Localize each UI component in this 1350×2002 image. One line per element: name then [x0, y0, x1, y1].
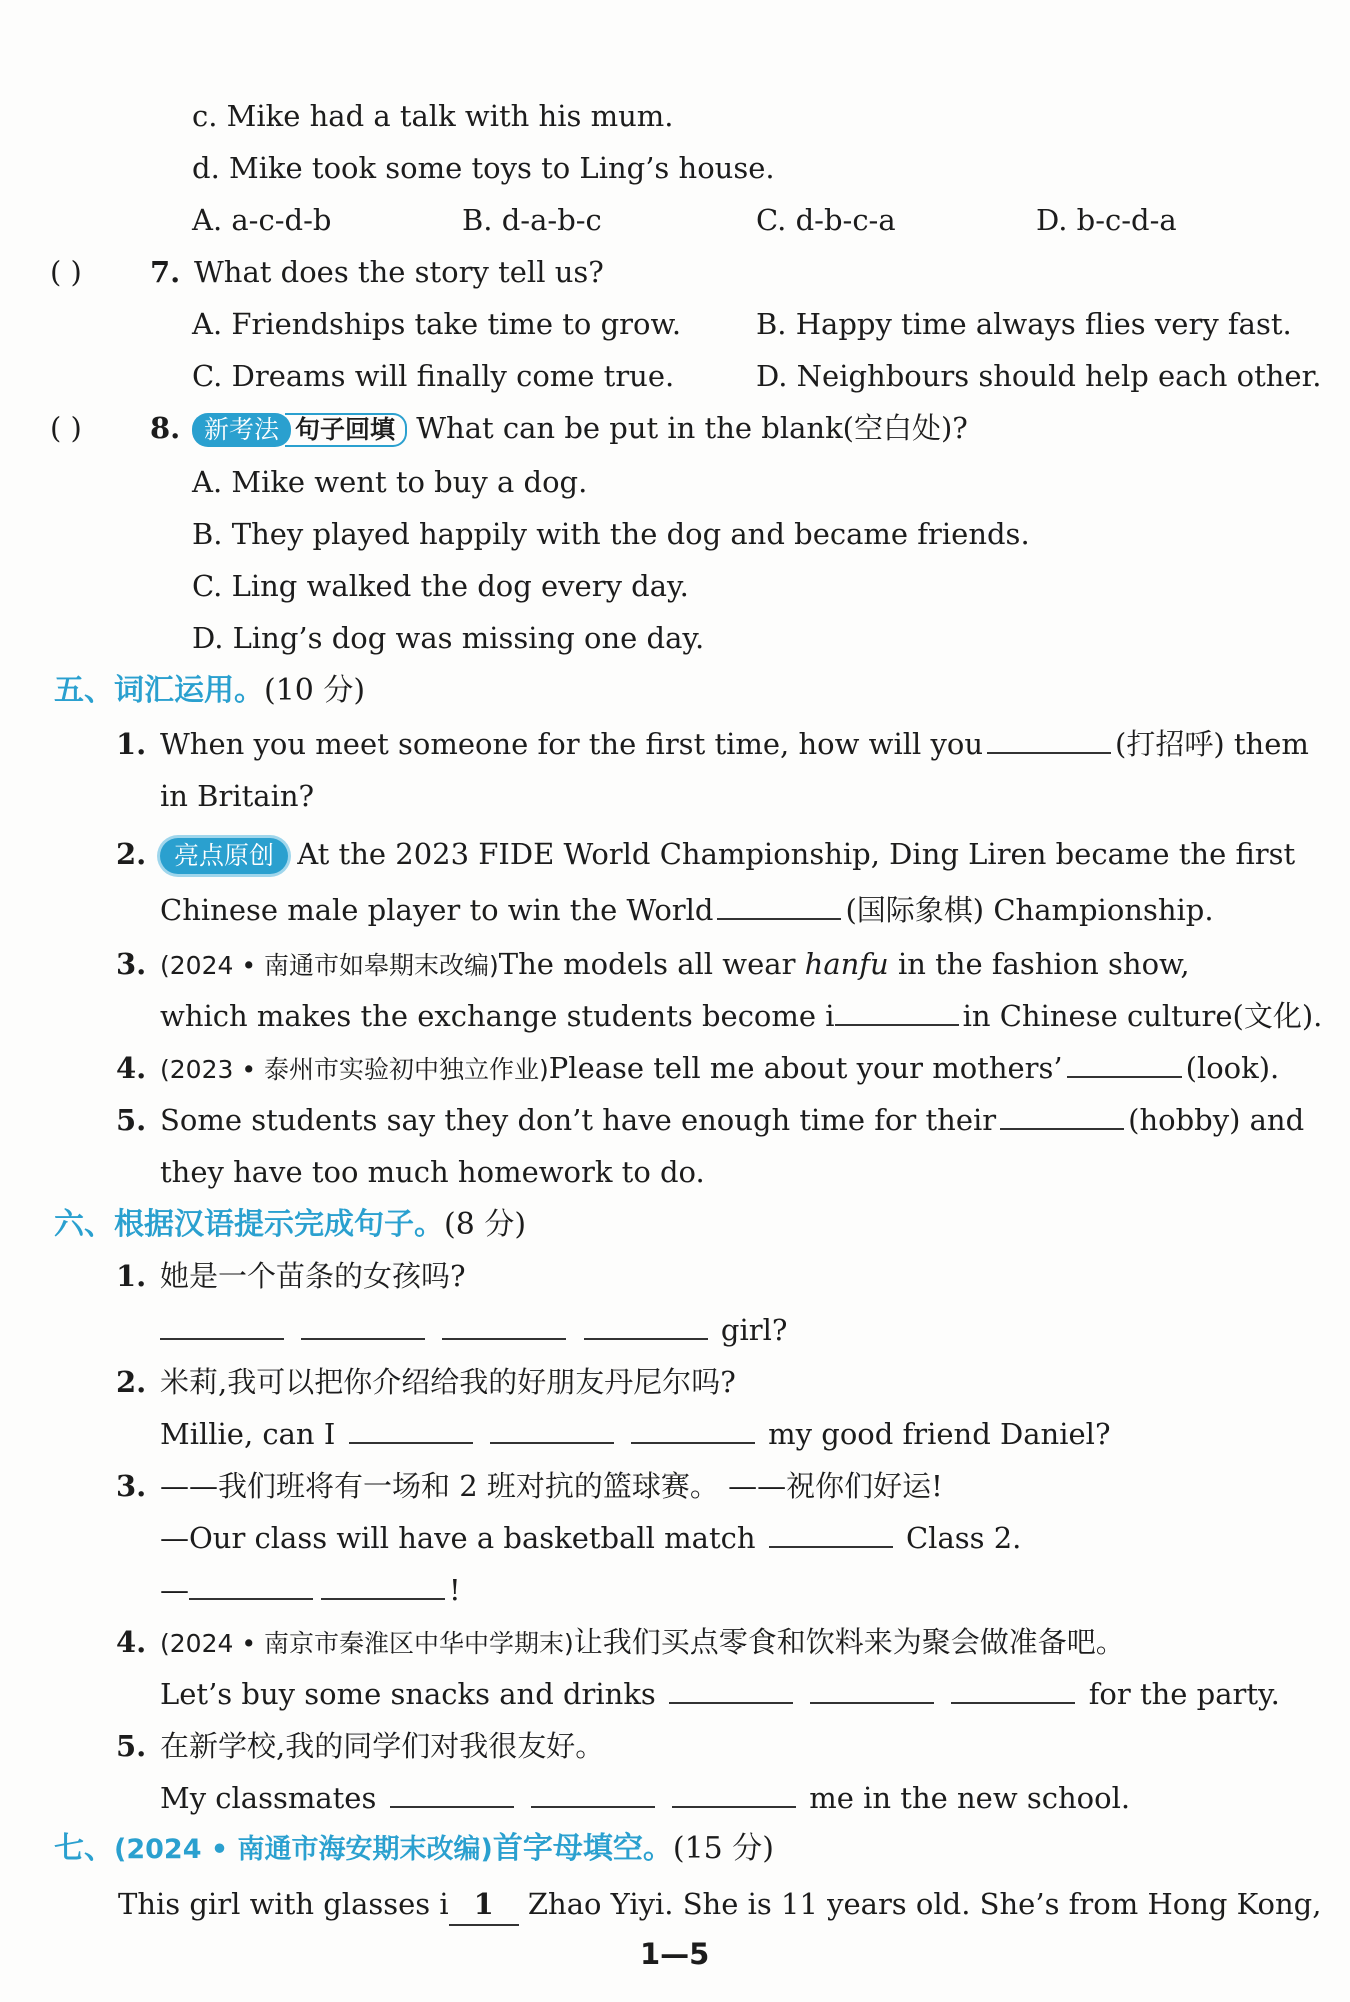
- s6-q3-excl: !: [449, 1573, 461, 1607]
- s6-q4-chinese-line: [160, 1622, 1125, 1664]
- s5-q2-line2: [160, 890, 1214, 930]
- s6-q1-blank-1[interactable]: [160, 1310, 284, 1340]
- q6-choice-c[interactable]: C. d-b-c-a: [756, 203, 896, 237]
- s5-q5-line1: [160, 1100, 1304, 1140]
- q8-choice-b[interactable]: B. They played happily with the dog and became friends.: [192, 517, 1030, 551]
- section-7-heading: [54, 1828, 774, 1871]
- section-6-title: 六、根据汉语提示完成句子。: [54, 1207, 444, 1242]
- s6-q2-blank-3[interactable]: [631, 1414, 755, 1444]
- s6-q3-chinese: ——我们班将有一场和 2 班对抗的篮球赛。 ——祝你们好运!: [160, 1469, 943, 1503]
- s6-q5-blank-1[interactable]: [390, 1778, 514, 1808]
- s6-q3-dash: —: [160, 1573, 189, 1607]
- s5-q4-text: Please tell me about your mothers’: [548, 1051, 1063, 1085]
- s6-q3-blank-2[interactable]: [189, 1570, 313, 1600]
- s5-q3-hint: in Chinese culture(文化).: [962, 999, 1323, 1033]
- s5-q2-text2: Chinese male player to win the World: [160, 893, 714, 927]
- s6-q2-blank-1[interactable]: [349, 1414, 473, 1444]
- s6-q4-blank-2[interactable]: [810, 1674, 934, 1704]
- s5-q5-hint: (hobby) and: [1128, 1103, 1305, 1137]
- s6-q2-text: Millie, can I: [160, 1417, 336, 1451]
- s6-q5-blank-3[interactable]: [672, 1778, 796, 1808]
- s6-q4-blank-1[interactable]: [669, 1674, 793, 1704]
- s5-q3-number: 3.: [116, 947, 147, 981]
- section-7-points: (15 分): [672, 1831, 775, 1866]
- s6-q2-answer-line: [160, 1414, 1111, 1454]
- q6-option-d-line: d. Mike took some toys to Ling’s house.: [192, 151, 775, 185]
- section-7-source: (2024 • 南通市海安期末改编): [114, 1834, 493, 1865]
- s5-q3-source: (2024 • 南通市如皋期末改编): [160, 951, 499, 980]
- s6-q2-chinese: 米莉,我可以把你介绍给我的好朋友丹尼尔吗?: [160, 1365, 736, 1399]
- s6-q3-text: —Our class will have a basketball match: [160, 1521, 756, 1555]
- s5-q3-blank[interactable]: [835, 996, 959, 1026]
- s6-q1-tail: girl?: [720, 1313, 788, 1347]
- q7-question: What does the story tell us?: [194, 255, 604, 289]
- s5-q4-source: (2023 • 泰州市实验初中独立作业): [160, 1055, 549, 1084]
- q8-number: 8.: [150, 411, 181, 445]
- s5-q1-line2: in Britain?: [160, 779, 315, 813]
- s6-q2-blank-2[interactable]: [490, 1414, 614, 1444]
- s6-q1-chinese: 她是一个苗条的女孩吗?: [160, 1259, 466, 1293]
- q8-choice-d[interactable]: D. Ling’s dog was missing one day.: [192, 621, 705, 655]
- s5-q3-italic: hanfu: [804, 947, 889, 981]
- s6-q4-tail: for the party.: [1088, 1677, 1280, 1711]
- q6-choice-b[interactable]: B. d-a-b-c: [462, 203, 602, 237]
- s6-q3-blank-3[interactable]: [321, 1570, 445, 1600]
- s5-q4-hint: (look).: [1185, 1051, 1280, 1085]
- original-highlight-tag: 亮点原创: [160, 838, 288, 874]
- q8-choice-c[interactable]: C. Ling walked the dog every day.: [192, 569, 689, 603]
- section-7-prefix: 七、: [54, 1831, 114, 1866]
- s6-q3-answer-line1: [160, 1518, 1021, 1558]
- s6-q5-text: My classmates: [160, 1781, 377, 1815]
- s6-q1-number: 1.: [116, 1259, 147, 1293]
- s5-q3-text: The models all wear: [498, 947, 796, 981]
- new-format-tag: 新考法: [192, 413, 291, 447]
- s6-q4-text: Let’s buy some snacks and drinks: [160, 1677, 656, 1711]
- q7-choice-d[interactable]: D. Neighbours should help each other.: [756, 359, 1322, 393]
- s5-q3-text-b: in the fashion show,: [897, 947, 1190, 981]
- s5-q1-blank[interactable]: [987, 724, 1111, 754]
- s6-q2-number: 2.: [116, 1365, 147, 1399]
- s5-q5-blank[interactable]: [1000, 1100, 1124, 1130]
- s6-q1-blank-4[interactable]: [584, 1310, 708, 1340]
- s6-q3-answer-line2: [160, 1570, 461, 1610]
- s6-q3-tail: Class 2.: [905, 1521, 1022, 1555]
- section-6-heading: [54, 1204, 526, 1246]
- s5-q4-blank[interactable]: [1067, 1048, 1182, 1078]
- q8-choice-a[interactable]: A. Mike went to buy a dog.: [192, 465, 588, 499]
- s6-q5-tail: me in the new school.: [809, 1781, 1131, 1815]
- section-5-title: 五、词汇运用。: [54, 673, 264, 708]
- s5-q3-line1: [160, 944, 1190, 986]
- s7-blank-1[interactable]: 1: [449, 1884, 519, 1926]
- s7-text-pre: This girl with glasses i: [118, 1887, 449, 1921]
- s6-q5-blank-2[interactable]: [531, 1778, 655, 1808]
- s6-q4-chinese: 让我们买点零食和饮料来为聚会做准备吧。: [573, 1625, 1125, 1659]
- s6-q5-chinese: 在新学校,我的同学们对我很友好。: [160, 1729, 605, 1763]
- s5-q5-line2: they have too much homework to do.: [160, 1155, 705, 1189]
- q6-choice-d[interactable]: D. b-c-d-a: [1036, 203, 1177, 237]
- s5-q1-number: 1.: [116, 727, 147, 761]
- s6-q1-answer-line: [160, 1310, 787, 1350]
- q8-answer-paren[interactable]: ( ): [50, 411, 82, 445]
- s6-q4-answer-line: [160, 1674, 1280, 1714]
- s6-q4-number: 4.: [116, 1625, 147, 1659]
- s6-q1-blank-2[interactable]: [301, 1310, 425, 1340]
- s5-q2-hint: (国际象棋) Championship.: [845, 893, 1214, 927]
- sentence-fill-tag: 句子回填: [285, 413, 407, 447]
- q6-choice-a[interactable]: A. a-c-d-b: [192, 203, 332, 237]
- s5-q4-line1: [160, 1048, 1279, 1090]
- s5-q4-number: 4.: [116, 1051, 147, 1085]
- s6-q2-tail: my good friend Daniel?: [768, 1417, 1111, 1451]
- s5-q2-number: 2.: [116, 837, 147, 871]
- s7-passage-line1: [118, 1884, 1321, 1926]
- s7-text-post: Zhao Yiyi. She is 11 years old. She’s from Hong Kong,: [527, 1887, 1322, 1921]
- s5-q1-hint: (打招呼) them: [1115, 727, 1309, 761]
- s6-q3-number: 3.: [116, 1469, 147, 1503]
- q7-choice-c[interactable]: C. Dreams will finally come true.: [192, 359, 675, 393]
- s6-q5-number: 5.: [116, 1729, 147, 1763]
- s5-q5-text: Some students say they don’t have enough time for their: [160, 1103, 997, 1137]
- s6-q4-blank-3[interactable]: [951, 1674, 1075, 1704]
- page-number: 1—5: [640, 1937, 710, 1971]
- s5-q1-text: When you meet someone for the first time, how will you: [160, 727, 984, 761]
- s5-q3-text2: which makes the exchange students become i: [160, 999, 835, 1033]
- s5-q5-number: 5.: [116, 1103, 147, 1137]
- s5-q2-line1: [160, 834, 1295, 874]
- s6-q1-blank-3[interactable]: [442, 1310, 566, 1340]
- s5-q2-text: At the 2023 FIDE World Championship, Ding Liren became the first: [297, 837, 1296, 871]
- section-6-points: (8 分): [444, 1207, 527, 1242]
- q7-number: 7.: [150, 255, 181, 289]
- s5-q3-line2: [160, 996, 1322, 1036]
- s6-q3-blank-1[interactable]: [769, 1518, 893, 1548]
- q7-choice-b[interactable]: B. Happy time always flies very fast.: [756, 307, 1292, 341]
- section-7-title: 首字母填空。: [492, 1831, 673, 1866]
- s6-q5-answer-line: [160, 1778, 1130, 1818]
- s5-q2-blank[interactable]: [717, 890, 841, 920]
- q7-answer-paren[interactable]: ( ): [50, 255, 82, 289]
- section-5-points: (10 分): [264, 673, 366, 708]
- q6-option-c-line: c. Mike had a talk with his mum.: [192, 99, 674, 133]
- s5-q1-line1: [160, 724, 1309, 764]
- q8-question: What can be put in the blank(空白处)?: [416, 411, 968, 445]
- s6-q4-source: (2024 • 南京市秦淮区中华中学期末): [160, 1629, 574, 1658]
- q7-choice-a[interactable]: A. Friendships take time to grow.: [192, 307, 682, 341]
- q8-question-line: [192, 408, 968, 448]
- section-5-heading: [54, 670, 365, 712]
